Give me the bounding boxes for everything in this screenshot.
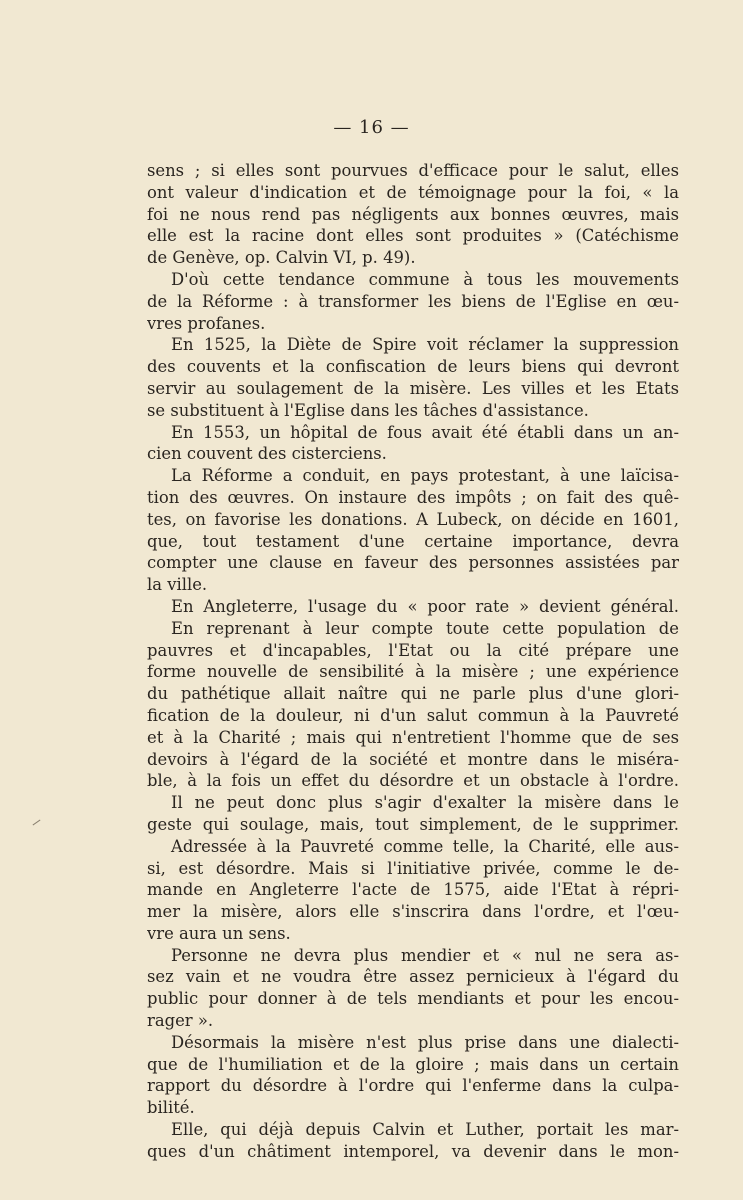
text-line: En Angleterre, l'usage du « poor rate » devient général. [171,596,679,616]
text-line: La Réforme a conduit, en pays protestant, à une laïcisa- [171,466,679,486]
text-line: de la Réforme : à transformer les biens de l'Eglise en œu- [147,291,679,311]
text-line: sens ; si elles sont pourvues d'efficace pour le salut, elles [147,161,679,180]
text-line: ques d'un châtiment intemporel, va devenir dans le mon- [147,1141,679,1161]
text-line: servir au soulagement de la misère. Les villes et les Etats [147,378,679,398]
text-line: vre aura un sens. [147,923,291,943]
text-line: En 1525, la Diète de Spire voit réclamer la suppression [171,335,679,355]
text-line: En reprenant à leur compte toute cette population de [171,618,679,638]
text-line: se substituent à l'Eglise dans les tâches d'assistance. [147,400,589,420]
text-line: Adressée à la Pauvreté comme telle, la Charité, elle aus- [171,836,679,856]
text-line: sez vain et ne voudra être assez pernicieux à l'égard du [147,967,679,987]
text-line: forme nouvelle de sensibilité à la misère ; une expérience [147,662,679,682]
text-line: devoirs à l'égard de la société et montre dans le miséra- [147,749,679,769]
text-line: mande en Angleterre l'acte de 1575, aide l'Etat à répri- [147,880,679,900]
text-line: rager ». [147,1011,214,1031]
text-line: bilité. [147,1098,195,1118]
text-line: geste qui soulage, mais, tout simplement, de le supprimer. [147,814,679,834]
text-line: que de l'humiliation et de la gloire ; mais dans un certain [147,1054,679,1074]
text-line: Il ne peut donc plus s'agir d'exalter la misère dans le [171,793,679,813]
text-line: fication de la douleur, ni d'un salut commun à la Pauvreté [147,705,679,725]
text-line: tion des œuvres. On instaure des impôts ; on fait des quê- [147,487,679,507]
text-line: En 1553, un hôpital de fous avait été établi dans un an- [171,422,679,442]
text-line: que, tout testament d'une certaine importance, devra [147,531,679,551]
text-line: compter une clause en faveur des personnes assistées par [147,553,679,573]
page-number: — 16 — [333,117,410,138]
text-line: foi ne nous rend pas négligents aux bonnes œuvres, mais [147,204,679,224]
text-line: tes, on favorise les donations. A Lubeck, on décide en 1601, [147,509,679,529]
text-line: la ville. [147,575,208,595]
text-line: cien couvent des cisterciens. [147,444,387,464]
text-line: Elle, qui déjà depuis Calvin et Luther, portait les mar- [171,1120,679,1140]
text-line: de Genève, op. Calvin VI, p. 49). [147,248,416,268]
margin-pencil-mark [33,820,41,826]
text-line: des couvents et la confiscation de leurs biens qui devront [147,357,679,377]
text-line: Personne ne devra plus mendier et « nul ne sera as- [171,945,679,965]
body-text [147,160,679,1163]
text-line: public pour donner à de tels mendiants et pour les encou- [147,989,679,1009]
text-line: rapport du désordre à l'ordre qui l'enferme dans la culpa- [147,1076,679,1096]
text-line: pauvres et d'incapables, l'Etat ou la cité prépare une [147,640,679,660]
text-line: et à la Charité ; mais qui n'entretient l'homme que de ses [147,727,679,747]
text-line: vres profanes. [147,313,266,333]
text-line: si, est désordre. Mais si l'initiative privée, comme le de- [147,858,679,878]
text-line: elle est la racine dont elles sont produites » (Catéchisme [147,226,679,246]
text-line: Désormais la misère n'est plus prise dans une dialecti- [171,1032,679,1052]
text-line: du pathétique allait naître qui ne parle plus d'une glori- [147,684,679,704]
text-line: ont valeur d'indication et de témoignage pour la foi, « la [147,182,679,202]
text-line: D'où cette tendance commune à tous les mouvements [171,269,679,289]
text-line: ble, à la fois un effet du désordre et un obstacle à l'ordre. [147,771,679,791]
text-line: mer la misère, alors elle s'inscrira dans l'ordre, et l'œu- [147,902,679,922]
